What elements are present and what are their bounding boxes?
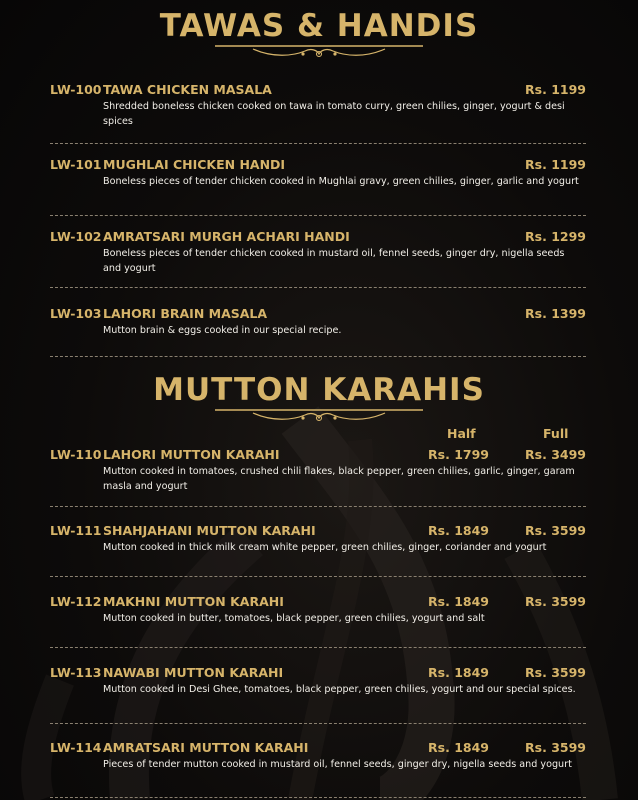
- item-price-full: Rs. 3499: [525, 447, 586, 462]
- item-price-full: Rs. 3599: [525, 523, 586, 538]
- item-name: AMRATSARI MURGH ACHARI HANDI: [103, 229, 350, 244]
- item-name: MAKHNI MUTTON KARAHI: [103, 594, 284, 609]
- flourish-divider-icon: [213, 406, 425, 424]
- item-name: LAHORI BRAIN MASALA: [103, 306, 268, 321]
- dashed-divider: [50, 797, 586, 798]
- flourish-divider-icon: [213, 42, 425, 60]
- dashed-divider: [50, 143, 586, 144]
- item-price: Rs. 1199: [525, 82, 586, 97]
- item-price: Rs. 1399: [525, 306, 586, 321]
- item-price: Rs. 1199: [525, 157, 586, 172]
- item-code: LW-101: [50, 157, 102, 172]
- section-title-mutton: MUTTON KARAHIS: [153, 372, 485, 408]
- section-title-tawas: TAWAS & HANDIS: [159, 8, 479, 44]
- item-price-half: Rs. 1849: [428, 523, 489, 538]
- dashed-divider: [50, 215, 586, 216]
- item-name: NAWABI MUTTON KARAHI: [103, 665, 284, 680]
- item-price-half: Rs. 1849: [428, 740, 489, 755]
- item-code: LW-113: [50, 665, 102, 680]
- background-ornament: [0, 380, 638, 800]
- item-price-half: Rs. 1799: [428, 447, 489, 462]
- item-code: LW-100: [50, 82, 102, 97]
- item-description: Mutton cooked in tomatoes, crushed chili flakes, black pepper, green chilies, garlic, ginger, garam masla and yogurt: [103, 466, 575, 492]
- item-description: Mutton cooked in butter, tomatoes, black pepper, green chilies, yogurt and salt: [103, 613, 485, 624]
- item-price-half: Rs. 1849: [428, 594, 489, 609]
- item-name: LAHORI MUTTON KARAHI: [103, 447, 280, 462]
- dashed-divider: [50, 723, 586, 724]
- item-code: LW-110: [50, 447, 102, 462]
- item-name: AMRATSARI MUTTON KARAHI: [103, 740, 309, 755]
- item-code: LW-111: [50, 523, 102, 538]
- column-header-full: Full: [543, 426, 569, 441]
- item-price-half: Rs. 1849: [428, 665, 489, 680]
- item-price-full: Rs. 3599: [525, 594, 586, 609]
- item-code: LW-103: [50, 306, 102, 321]
- dashed-divider: [50, 576, 586, 577]
- item-name: MUGHLAI CHICKEN HANDI: [103, 157, 286, 172]
- column-header-half: Half: [447, 426, 476, 441]
- item-description: Mutton cooked in thick milk cream white pepper, green chilies, ginger, coriander and yogurt: [103, 542, 547, 553]
- dashed-divider: [50, 506, 586, 507]
- dashed-divider: [50, 287, 586, 288]
- item-code: LW-114: [50, 740, 102, 755]
- dashed-divider: [50, 356, 586, 357]
- item-code: LW-102: [50, 229, 102, 244]
- item-price-full: Rs. 3599: [525, 740, 586, 755]
- item-code: LW-112: [50, 594, 102, 609]
- item-description: Boneless pieces of tender chicken cooked in mustard oil, fennel seeds, ginger dry, nigella seeds and yogurt: [103, 248, 565, 274]
- item-price-full: Rs. 3599: [525, 665, 586, 680]
- item-description: Shredded boneless chicken cooked on tawa in tomato curry, green chilies, ginger, yogurt & desi spices: [103, 101, 565, 127]
- item-name: SHAHJAHANI MUTTON KARAHI: [103, 523, 316, 538]
- item-price: Rs. 1299: [525, 229, 586, 244]
- item-description: Mutton cooked in Desi Ghee, tomatoes, black pepper, green chilies, yogurt and our special spices.: [103, 684, 576, 695]
- item-description: Pieces of tender mutton cooked in mustard oil, fennel seeds, ginger dry, nigella seeds and yogurt: [103, 759, 572, 770]
- item-description: Mutton brain & eggs cooked in our special recipe.: [103, 325, 342, 336]
- item-name: TAWA CHICKEN MASALA: [103, 82, 272, 97]
- dashed-divider: [50, 647, 586, 648]
- item-description: Boneless pieces of tender chicken cooked in Mughlai gravy, green chilies, ginger, garlic and yogurt: [103, 176, 579, 187]
